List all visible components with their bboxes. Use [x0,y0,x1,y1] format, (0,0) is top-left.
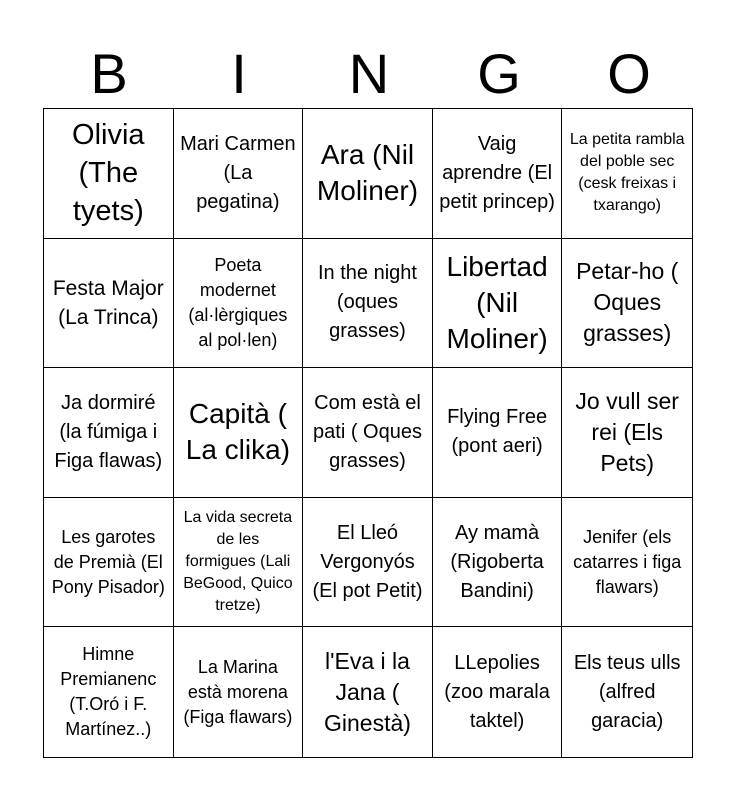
cell-text: Olivia (The tyets) [72,119,145,228]
bingo-card-grid [43,108,693,758]
cell-text: LLepolies (zoo marala taktel) [444,651,550,732]
bingo-cell[interactable] [303,368,433,498]
bingo-cell[interactable] [174,239,304,369]
header-letter-g: G [477,42,521,105]
cell-text: El Lleó Vergonyós (El pot Petit) [312,521,423,602]
bingo-cell[interactable] [433,368,563,498]
header-letter-i: I [231,42,247,105]
bingo-cell[interactable] [562,109,692,239]
bingo-cell[interactable] [174,368,304,498]
cell-text: Capità ( La clika) [185,398,291,466]
bingo-cell[interactable] [562,368,692,498]
bingo-cell[interactable] [44,627,174,757]
cell-text: Les garotes de Premià (El Pony Pisador) [51,526,165,597]
cell-text: Mari Carmen (La pegatina) [180,132,296,213]
bingo-cell[interactable] [433,627,563,757]
bingo-cell[interactable] [44,239,174,369]
bingo-cell[interactable] [562,627,692,757]
cell-text: l'Eva i la Jana ( Ginestà) [324,647,411,736]
cell-text: Himne Premianenc (T.Oró i F. Martínez..) [60,644,157,740]
cell-text: Libertad (Nil Moliner) [446,250,548,354]
cell-text: La petita rambla del poble sec (cesk freixas i txarango) [569,131,685,215]
header-letter-n: N [348,42,390,105]
bingo-cell[interactable] [303,239,433,369]
bingo-cell[interactable] [174,109,304,239]
bingo-cell[interactable] [44,368,174,498]
cell-text: Ja dormiré (la fúmiga i Figa flawas) [54,391,163,472]
cell-text: La Marina està morena (Figa flawars) [183,656,293,727]
cell-text: Poeta modernet (al·lèrgiques al pol·len) [188,254,288,350]
cell-text: Festa Major (La Trinca) [52,276,164,329]
bingo-header [44,40,694,108]
cell-text: Ara (Nil Moliner) [316,139,419,207]
cell-text: Jenifer (els catarres i figa flawars) [573,526,682,597]
cell-text: Com està el pati ( Oques grasses) [313,391,422,472]
cell-text: Els teus ulls (alfred garacia) [573,651,681,732]
cell-text: Jo vull ser rei (Els Pets) [575,387,679,476]
bingo-cell[interactable] [433,109,563,239]
bingo-cell[interactable] [44,498,174,628]
bingo-cell[interactable] [433,239,563,369]
bingo-cell[interactable] [44,109,174,239]
cell-text: Flying Free (pont aeri) [447,406,548,458]
cell-text: La vida secreta de les formigues (Lali BeGood, Quico tretze) [183,509,293,615]
header-letter-o: O [607,42,651,105]
cell-text: Petar-ho ( Oques grasses) [576,258,679,347]
bingo-cell[interactable] [562,239,692,369]
bingo-cell[interactable] [433,498,563,628]
cell-text: Ay mamà (Rigoberta Bandini) [450,521,544,602]
cell-text: Vaig aprendre (El petit princep) [439,132,555,213]
cell-text: In the night (oques grasses) [318,262,417,343]
bingo-cell[interactable] [174,627,304,757]
bingo-cell[interactable] [303,627,433,757]
bingo-cell[interactable] [174,498,304,628]
bingo-cell[interactable] [303,498,433,628]
bingo-cell[interactable] [562,498,692,628]
header-letter-b: B [90,42,128,105]
bingo-cell[interactable] [303,109,433,239]
